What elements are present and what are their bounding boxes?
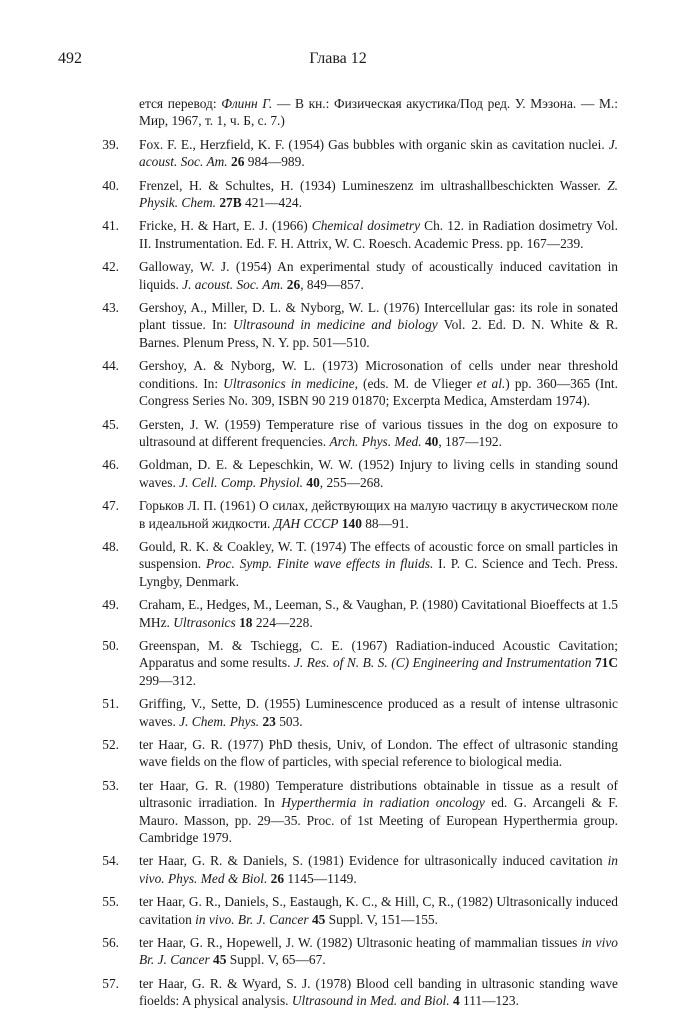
reference-item [58,299,618,351]
reference-number: 48. [102,538,119,554]
reference-item [58,217,618,252]
text-run: ter Haar, G. R. (1980) Temperature distributions obtainable in tissue as a result of ultrasonic irradiation. In [139,777,618,811]
volume-number: 4 [452,993,460,1009]
page-number: 492 [58,50,82,67]
reference-item [58,596,618,631]
text-run: ) pp. 360—365 (Int. Congress Series No. 309, ISBN 90 219 01870; Excerpta Medica, Amsterdam 1974). [139,375,618,409]
reference-text [139,777,618,847]
reference-item [58,637,618,689]
text-run: Griffing, V., Sette, D. (1955) Luminescence produced as a result of intense ultrasonic waves. [139,696,618,729]
text-run: Galloway, W. J. (1954) An experimental study of acoustically induced cavitation in liquids. [139,259,618,292]
reference-text [139,975,618,1010]
text-run: , 187—192. [438,433,502,449]
reference-text [139,538,618,590]
reference-list [58,95,618,1010]
reference-item [58,357,618,409]
text-run: Suppl. V, 151—155. [325,911,438,927]
reference-text [139,416,618,451]
reference-item [58,456,618,491]
italic-text: Ultrasound in Med. and Biol. [291,993,450,1009]
reference-text [139,695,618,730]
volume-number: 71C [594,655,618,671]
text-run: Greenspan, M. & Tschiegg, C. E. (1967) Radiation-induced Acoustic Cavitation; Apparatus and some results. [139,637,618,671]
reference-text [139,299,618,351]
italic-text: Ultrasonics [173,614,236,630]
text-run: Gershoy, A., Miller, D. L. & Nyborg, W. L. (1976) Intercellular gas: its role in sonated plant tissue. In: [139,300,618,333]
reference-item [58,736,618,771]
reference-text [139,177,618,212]
reference-item [58,934,618,969]
reference-number: 44. [102,358,119,374]
page-header [58,50,618,72]
reference-item [58,852,618,887]
reference-number: 49. [102,597,119,613]
reference-text [139,456,618,491]
reference-text [139,852,618,887]
volume-number: 140 [341,515,362,531]
text-run: 224—228. [252,614,313,630]
text-run: , 255—268. [319,474,384,490]
text-run: Goldman, D. E. & Lepeschkin, W. W. (1952) Injury to living cells in standing sound waves. [139,457,618,490]
italic-text: J. acoust. Soc. Am. [182,276,284,292]
text-run: Craham, E., Hedges, M., Leeman, S., & Vaughan, P. (1980) Cavitational Bioeffects at 1.5 MHz. [139,597,618,630]
reference-text [139,497,618,532]
reference-number: 53. [102,777,119,793]
reference-number: 42. [102,259,119,275]
reference-text [139,217,618,252]
running-head: Глава 12 [309,50,367,67]
text-run: Frenzel, H. & Schultes, H. (1934) Lumineszenz im ultrashallbeschickten Wasser. [139,177,608,193]
text-run: 88—91. [361,515,409,531]
italic-text: Флинн Г. [221,96,273,111]
text-run: Ch. 12. in Radiation dosimetry Vol. II. Instrumentation. Ed. F. H. Attrix, W. C. Roesch. Academic Press. pp. 167—239. [139,218,618,251]
continued-reference-text [139,95,618,130]
italic-text: J. Res. of N. B. S. (C) Engineering and Instrumentation [293,655,592,671]
reference-item [58,136,618,171]
text-run: 984—989. [244,154,305,170]
text-run: ется перевод: [139,96,222,111]
text-run: 503. [275,713,303,729]
text-run: 1145—1149. [284,870,357,886]
italic-text: in vivo. Br. J. Cancer [195,911,309,927]
text-run: ter Haar, G. R. (1977) PhD thesis, Univ, of London. The effect of ultrasonic standing wave fields on the flow of particles, with special reference to biological media. [139,737,618,770]
text-run: Vol. 2. Ed. D. N. White & R. Barnes. Plenum Press, N. Y. pp. 501—510. [139,317,618,350]
text-run: Gould, R. K. & Coakley, W. T. (1974) The effects of acoustic force on small particles in suspension. [139,538,618,572]
reference-text [139,736,618,771]
reference-number: 55. [102,894,119,910]
italic-text: et al. [476,375,506,391]
volume-number: 26 [286,276,301,292]
reference-number: 50. [102,637,119,653]
italic-text: Arch. Phys. Med. [329,433,422,449]
reference-number: 52. [102,737,119,752]
text-run: — В кн.: Физическая акустика/Под ред. У. Мэзона. — М.: Мир, 1967, т. 1, ч. Б, с. 7.) [139,96,618,129]
reference-number: 54. [102,853,119,869]
italic-text: Z. Physik. Chem. [139,177,618,211]
volume-number: 40 [424,433,439,449]
reference-number: 41. [102,218,119,234]
italic-text: Ultrasonics in medicine, [223,375,358,391]
italic-text: Hyperthermia in radiation oncology [281,795,485,811]
reference-number: 40. [102,177,119,193]
text-run: ter Haar, G. R. & Wyard, S. J. (1978) Blood cell banding in ultrasonic standing wave fioelds: A physical analysis. [139,975,618,1009]
reference-item [58,695,618,730]
italic-text: Proc. Symp. Finite wave effects in fluids. [205,556,434,572]
text-run: Fricke, H. & Hart, E. J. (1966) [139,218,312,234]
reference-number: 56. [102,935,119,951]
italic-text: J. Chem. Phys. [179,713,260,729]
reference-number: 57. [102,975,119,991]
reference-text [139,893,618,928]
volume-number: 23 [262,713,276,729]
text-run: Gershoy, A. & Nyborg, W. L. (1973) Microsonation of cells under near threshold conditions. In: [139,358,618,391]
text-run: I. P. C. Science and Tech. Press. Lyngby, Denmark. [139,556,618,589]
volume-number: 45 [311,911,326,927]
italic-text: in vivo. Phys. Med & Biol. [139,853,618,886]
text-run: Горьков Л. П. (1961) О силах, действующих на малую частицу в акустическом поле в идеальной жидкости. [139,498,618,531]
reference-number: 51. [102,696,119,712]
text-run: ter Haar, G. R., Hopewell, J. W. (1982) Ultrasonic heating of mammalian tissues [139,935,582,951]
text-run: 421—424. [241,195,302,211]
volume-number: 45 [213,952,227,968]
reference-text [139,357,618,409]
volume-number: 40 [306,474,320,490]
reference-number: 43. [102,300,119,316]
italic-text: Chemical dosimetry [311,218,421,234]
reference-number: 45. [102,416,119,432]
reference-number: 39. [102,136,119,152]
reference-item [58,975,618,1010]
italic-text: ДАН СССР [273,515,339,531]
volume-number: 18 [239,614,253,630]
reference-number: 47. [102,498,119,514]
reference-item [58,497,618,532]
text-run: 111—123. [459,993,519,1009]
text-run: ed. G. Arcangeli & F. Mauro. Masson, pp. 29—35. Proc. of 1st Meeting of European Hyperthermia group. Cambridge 1979. [139,795,619,846]
text-run: , 849—857. [300,276,364,292]
reference-item [58,893,618,928]
text-run: ter Haar, G. R., Daniels, S., Eastaugh, K. C., & Hill, C, R., (1982) Ultrasonically induced cavitation [139,894,618,927]
italic-text: J. acoust. Soc. Am. [139,136,618,170]
reference-item [58,777,618,847]
reference-text [139,934,618,969]
reference-number: 46. [102,457,119,473]
text-run: Fox. F. E., Herzfield, K. F. (1954) Gas bubbles with organic skin as cavitation nuclei. [139,136,609,152]
text-run: Gersten, J. W. (1959) Temperature rise of various tissues in the dog on exposure to ultrasound at different frequencies. [139,416,618,449]
text-run: ter Haar, G. R. & Daniels, S. (1981) Evidence for ultrasonically induced cavitation [139,853,608,869]
italic-text: in vivo Br. J. Cancer [139,935,618,968]
volume-number: 26 [231,154,245,170]
reference-text [139,596,618,631]
reference-text [139,258,618,293]
reference-entries [58,136,618,1010]
italic-text: Ultrasound in medicine and biology [233,317,438,333]
reference-text [139,637,618,689]
italic-text: J. Cell. Comp. Physiol. [179,474,304,490]
reference-item [58,258,618,293]
text-run: Suppl. V, 65—67. [226,952,326,968]
reference-item [58,177,618,212]
reference-item [58,416,618,451]
text-run: (eds. M. de Vlieger [357,375,477,391]
reference-item [58,538,618,590]
volume-number: 27B [219,195,242,211]
reference-text [139,136,618,171]
volume-number: 26 [270,870,285,886]
text-run: 299—312. [139,672,196,688]
